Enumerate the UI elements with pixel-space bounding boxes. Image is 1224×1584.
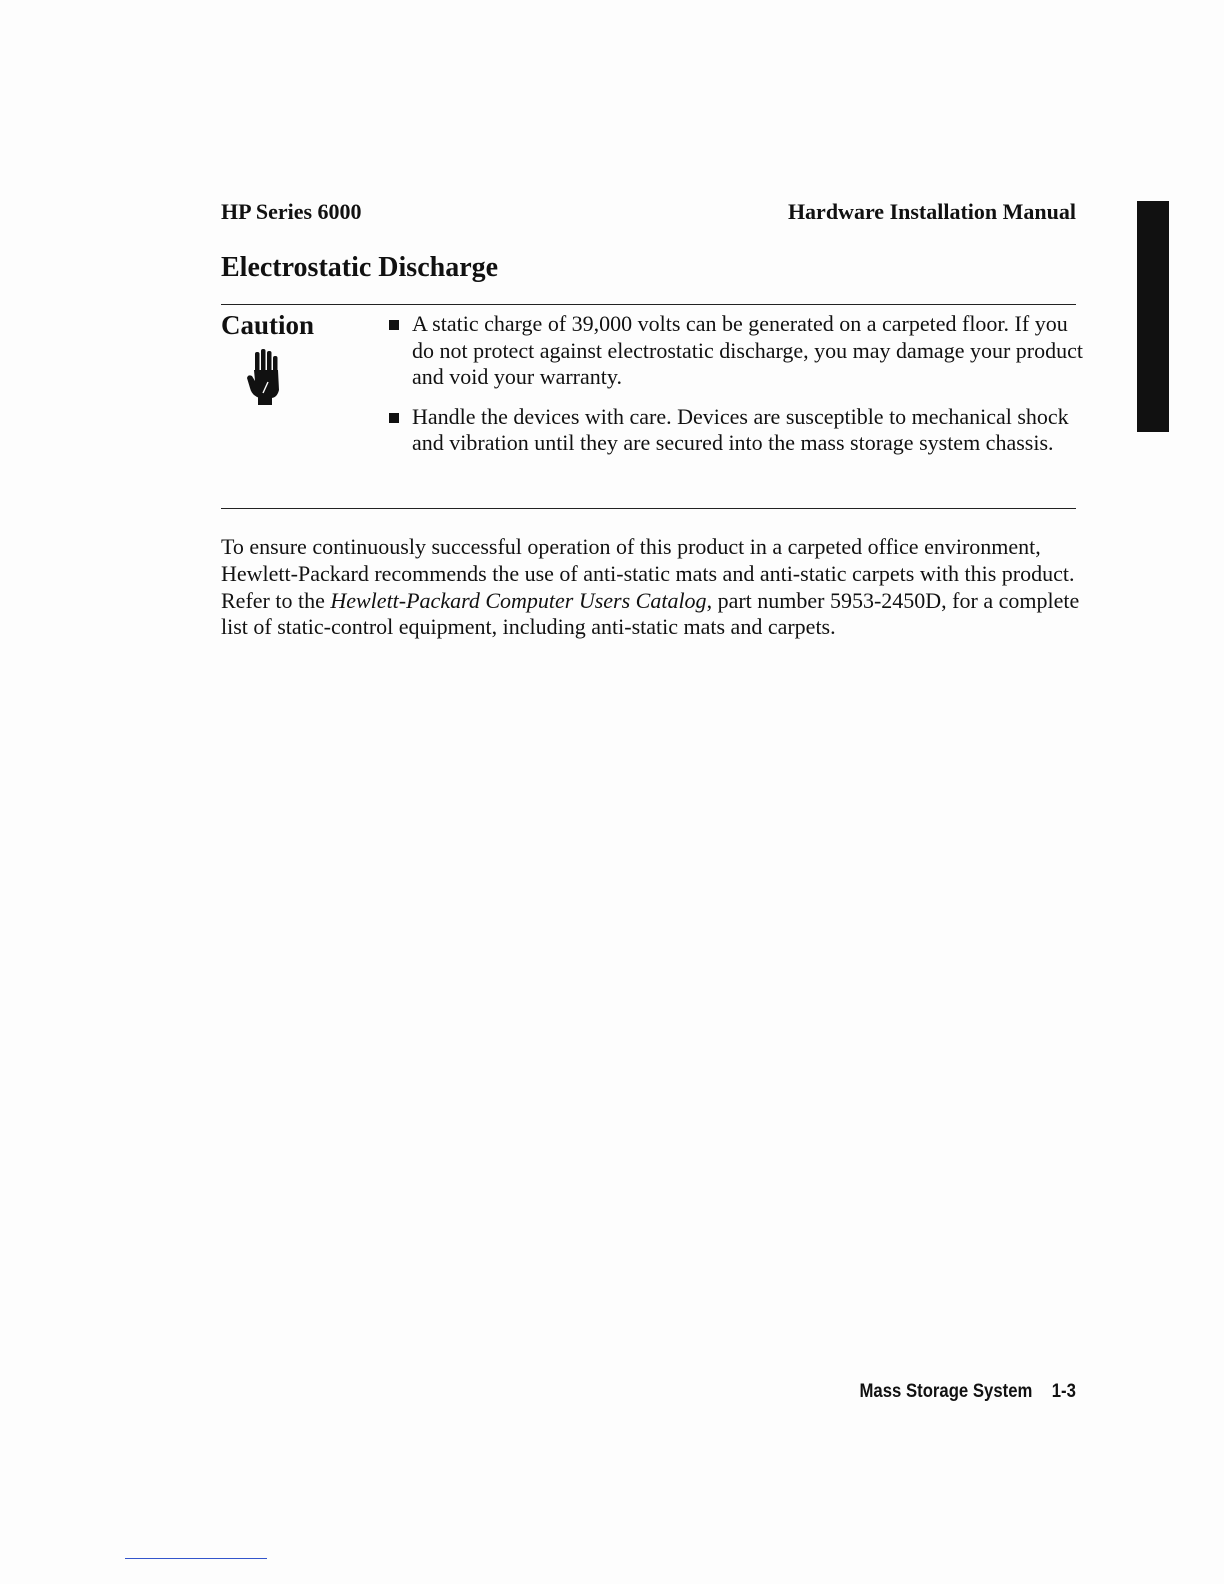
body-paragraph xyxy=(221,534,1091,641)
caution-label: Caution xyxy=(221,310,315,340)
page-footer xyxy=(860,1378,1076,1406)
caution-top-rule xyxy=(221,304,1076,305)
caution-item xyxy=(388,404,1088,457)
section-title: Electrostatic Discharge xyxy=(221,252,499,283)
bullet-square-icon xyxy=(389,320,399,330)
running-header-manual-title: Hardware Installation Manual xyxy=(787,199,1076,224)
caution-list xyxy=(388,311,1088,470)
caution-bottom-rule xyxy=(221,508,1076,509)
chapter-thumb-tab xyxy=(1137,201,1169,432)
running-header-product: HP Series 6000 xyxy=(221,199,362,224)
body-text-after: , part number 5953-2450D, for a complete list of static-control equipment, including anti-static mats and carpets. xyxy=(221,587,1080,640)
scan-edge-mark xyxy=(125,1558,267,1559)
bullet-square-icon xyxy=(389,413,399,423)
footer-chapter: Mass Storage System xyxy=(859,1381,1033,1402)
caution-item-text: Handle the devices with care. Devices are susceptible to mechanical shock and vibration until they are secured into the mass storage system chassis. xyxy=(412,403,1069,455)
caution-item-text: A static charge of 39,000 volts can be generated on a carpeted floor. If you do not protect against electrostatic discharge, you may damage your product and void your warranty. xyxy=(412,311,1083,389)
catalog-title: Hewlett-Packard Computer Users Catalog xyxy=(330,587,707,613)
caution-item xyxy=(388,311,1088,391)
page-number: 1-3 xyxy=(1051,1381,1076,1402)
body-text-before: To ensure continuously successful operation of this product in a carpeted office environment, Hewlett-Packard recommends the use of anti-static mats and anti-static carpets with this product. Refer to the xyxy=(221,534,1075,613)
hand-stop-icon xyxy=(246,348,282,406)
